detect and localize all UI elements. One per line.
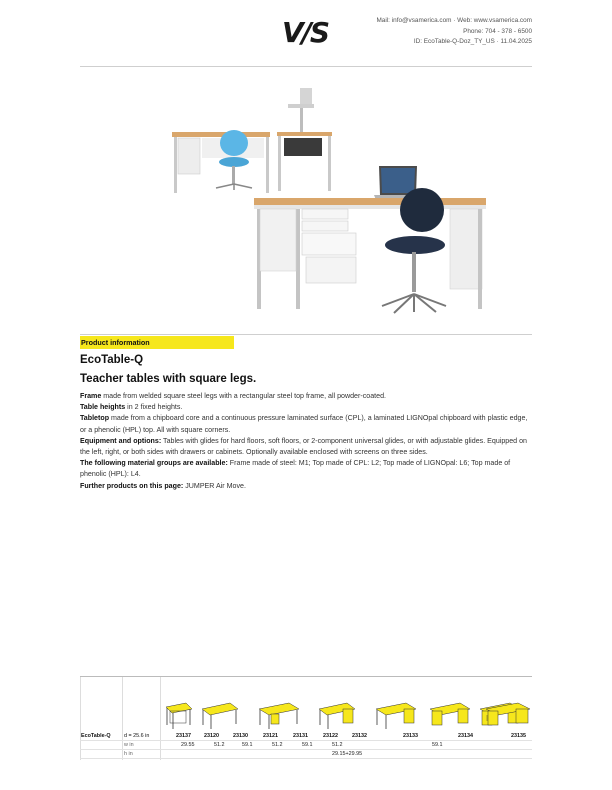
code-23121: 23121 — [263, 733, 278, 739]
code-23130: 23130 — [233, 733, 248, 739]
code-23133: 23133 — [403, 733, 418, 739]
desc-frame: Frame made from welded square steel legs with a rectangular steel top frame, all powder-coated. — [80, 392, 386, 400]
desc-tabletop: Tabletop made from a chipboard core and a continuous pressure laminated surface (CPL), a laminated LIGNOpal chipboard with plastic edge, or a phenolic (HPL) top. All with square corners. — [80, 414, 528, 434]
back-right-table — [277, 88, 332, 191]
width-23120: 51.2 — [214, 742, 225, 748]
front-desk — [254, 198, 486, 309]
width-23122: 51.2 — [332, 742, 343, 748]
variant-thumb-23120 — [200, 691, 240, 731]
desc-table-heights: Table heights in 2 fixed heights. — [80, 403, 183, 412]
image-divider — [80, 334, 532, 335]
desc-equipment: Equipment and options: Tables with glides for hard floors, soft floors, or 2-component universal glides, or with adjustable glides. Equipped on the left, right, or both sides with drawers or cabinets. Optionally available enclosed with screens on three sides. — [80, 436, 527, 457]
height-value: 29.15+29.95 — [332, 751, 363, 757]
variant-thumb-23131 — [374, 691, 418, 731]
header-divider — [80, 66, 532, 67]
desc-materials: The following material groups are available: Frame made of steel: M1; Top made of CPL: L2; Top made of LIGNOpal: L6; Top made of phenolic (HPL): L4. — [80, 459, 511, 479]
width-23137: 29.55 — [181, 742, 195, 748]
width-23130: 59.1 — [242, 742, 253, 748]
row-label-depth: d = 25.6 in — [124, 733, 150, 739]
variant-thumb-23121 — [317, 691, 357, 731]
codes-row — [80, 732, 532, 741]
code-23122: 23122 — [323, 733, 338, 739]
product-title: EcoTable-Q — [80, 354, 144, 366]
width-23131: 59.1 — [302, 742, 313, 748]
contact-mail-web: Mail: info@vsamerica.com · Web: www.vsamerica.com — [376, 17, 532, 24]
contact-phone: Phone: 704 - 378 - 6500 — [463, 27, 532, 35]
height-row — [80, 750, 532, 759]
document-id: ID: EcoTable-Q-Doz_TY_US · 11.04.2025 — [413, 38, 532, 46]
code-23132: 23132 — [352, 733, 367, 739]
product-image — [160, 82, 500, 327]
code-23120: 23120 — [204, 733, 219, 739]
row-label-height: h in — [124, 751, 133, 757]
table-product-name: EcoTable-Q — [81, 733, 111, 739]
variant-thumb-23133 — [428, 691, 472, 731]
product-description — [80, 391, 535, 492]
vs-logo: V/S — [282, 16, 329, 49]
variant-thumb-23135 — [484, 691, 532, 731]
width-23133-23135: 59.1 — [432, 742, 443, 748]
variant-thumb-23137 — [162, 691, 194, 731]
product-info-badge: Product information — [80, 336, 234, 349]
product-subtitle: Teacher tables with square legs. — [80, 373, 257, 385]
code-23135: 23135 — [511, 733, 526, 739]
variant-thumb-23130 — [257, 691, 301, 731]
row-label-width: w in — [124, 742, 134, 748]
width-row — [80, 741, 532, 750]
blue-chair — [216, 130, 252, 190]
code-23137: 23137 — [176, 733, 191, 739]
code-23131: 23131 — [293, 733, 308, 739]
width-23121: 51.2 — [272, 742, 283, 748]
code-23134: 23134 — [458, 733, 473, 739]
desc-further-products: Further products on this page: JUMPER Air Move. — [80, 481, 246, 490]
contact-info — [376, 16, 532, 48]
variant-table — [80, 676, 532, 760]
